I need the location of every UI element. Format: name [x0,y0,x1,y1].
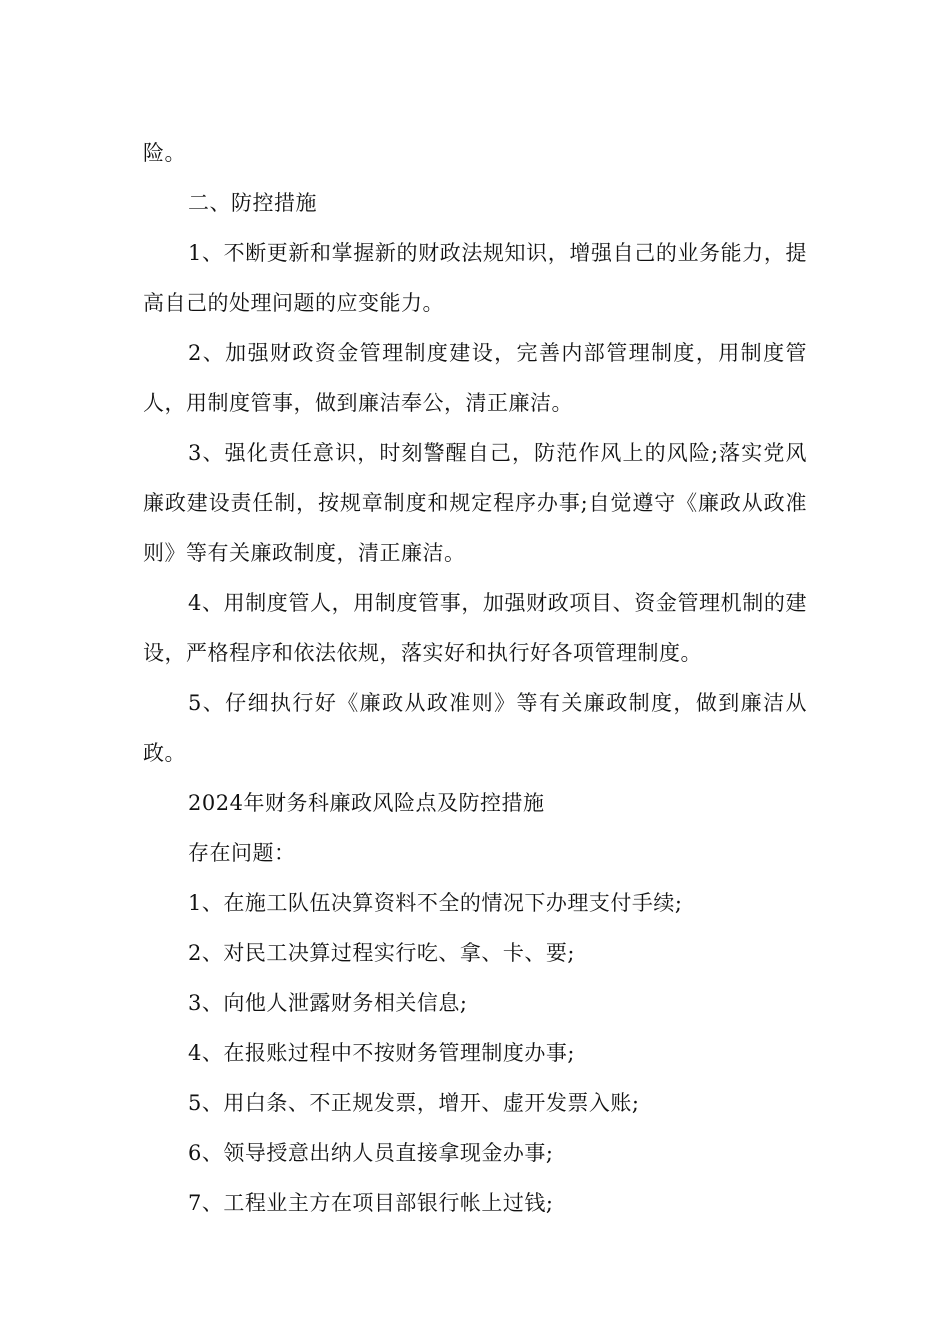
problems-heading: 存在问题： [188,841,296,865]
document-section-title: 2024年财务科廉政风险点及防控措施 [188,791,545,815]
measure-item-5: 5、仔细执行好《廉政从政准则》等有关廉政制度，做到廉洁从政。 [143,691,807,765]
measure-item-4: 4、用制度管人，用制度管事，加强财政项目、资金管理机制的建设，严格程序和依法依规，落实好和执行好各项管理制度。 [143,591,807,665]
section-heading-prevention: 二、防控措施 [188,191,317,215]
problem-item-7: 7、工程业主方在项目部银行帐上过钱; [188,1191,554,1215]
measure-item-3: 3、强化责任意识，时刻警醒自己，防范作风上的风险;落实党风廉政建设责任制，按规章制度和规定程序办事;自觉遵守《廉政从政准则》等有关廉政制度，清正廉洁。 [143,441,807,565]
problem-item-6: 6、领导授意出纳人员直接拿现金办事; [188,1141,554,1165]
measure-item-2: 2、加强财政资金管理制度建设，完善内部管理制度，用制度管人，用制度管事，做到廉洁奉公，清正廉洁。 [143,341,807,415]
problem-item-1: 1、在施工队伍决算资料不全的情况下办理支付手续; [188,891,683,915]
measure-item-1: 1、不断更新和掌握新的财政法规知识，增强自己的业务能力，提高自己的处理问题的应变能力。 [143,241,807,315]
problem-item-4: 4、在报账过程中不按财务管理制度办事; [188,1041,575,1065]
problem-item-2: 2、对民工决算过程实行吃、拿、卡、要; [188,941,575,965]
problem-item-3: 3、向他人泄露财务相关信息; [188,991,468,1015]
document-body [143,128,807,1228]
problem-item-5: 5、用白条、不正规发票，增开、虚开发票入账; [188,1091,640,1115]
paragraph-risk-end: 险。 [143,141,186,165]
